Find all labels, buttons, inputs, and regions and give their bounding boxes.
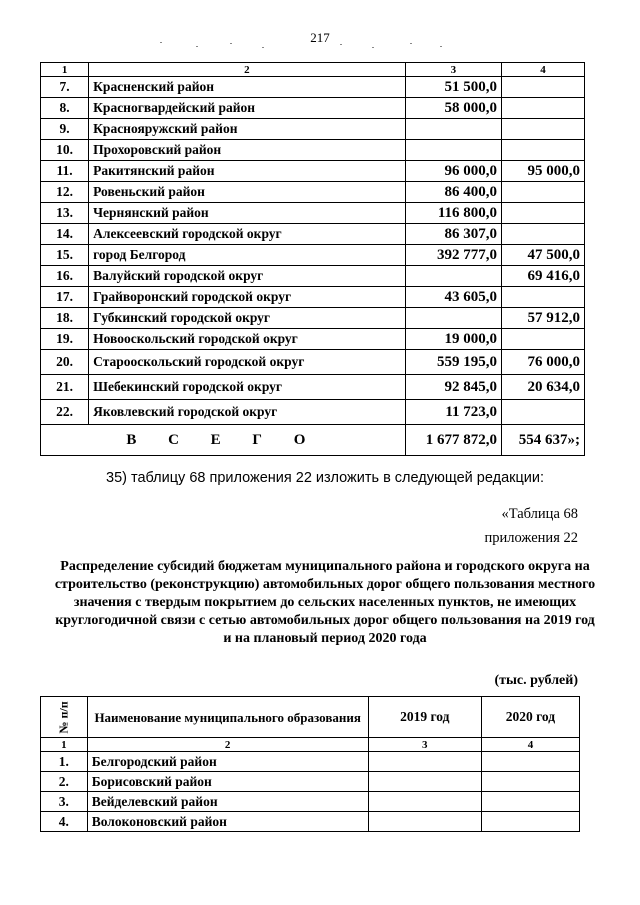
table-reference-line2: приложения 22 [484, 530, 578, 546]
amount-col3: 86 400,0 [405, 182, 501, 203]
amount-col4: 95 000,0 [502, 161, 585, 182]
header-2020: 2020 год [481, 697, 579, 738]
municipality-name: Ракитянский район [89, 161, 406, 182]
municipality-name: Краснояружский район [89, 119, 406, 140]
value-2019 [368, 772, 481, 792]
municipality-name: Вейделевский район [87, 792, 368, 812]
row-number: 9. [41, 119, 89, 140]
municipality-name: Губкинский городской округ [89, 308, 406, 329]
col-number: 1 [41, 63, 89, 77]
column-number-row [41, 738, 580, 752]
table-row [41, 266, 585, 287]
amount-col4: 20 634,0 [502, 375, 585, 400]
value-2020 [481, 772, 579, 792]
row-number: 20. [41, 350, 89, 375]
total-row [41, 425, 585, 456]
table-reference-line1: «Таблица 68 [501, 506, 578, 522]
amount-col3: 96 000,0 [405, 161, 501, 182]
municipality-name: Шебекинский городской округ [89, 375, 406, 400]
table-row [41, 182, 585, 203]
table-row [41, 752, 580, 772]
row-number: 19. [41, 329, 89, 350]
amount-col3 [405, 119, 501, 140]
row-number: 4. [41, 812, 88, 832]
value-2020 [481, 752, 579, 772]
header-num: № п/п [56, 701, 71, 734]
col-number: 2 [89, 63, 406, 77]
table-row [41, 772, 580, 792]
municipality-name: Новооскольский городской округ [89, 329, 406, 350]
table-row [41, 287, 585, 308]
table-row [41, 375, 585, 400]
value-2020 [481, 792, 579, 812]
municipality-name: Чернянский район [89, 203, 406, 224]
amount-col3: 116 800,0 [405, 203, 501, 224]
units-label: (тыс. рублей) [494, 673, 578, 688]
header-name: Наименование муниципального образования [87, 697, 368, 738]
value-2019 [368, 752, 481, 772]
col-number: 1 [41, 738, 88, 752]
amount-col3: 19 000,0 [405, 329, 501, 350]
row-number: 1. [41, 752, 88, 772]
row-number: 17. [41, 287, 89, 308]
row-number: 21. [41, 375, 89, 400]
table-row [41, 792, 580, 812]
amount-col4: 57 912,0 [502, 308, 585, 329]
row-number: 3. [41, 792, 88, 812]
row-number: 2. [41, 772, 88, 792]
header-2019: 2019 год [368, 697, 481, 738]
scan-specks [0, 38, 640, 54]
table-row [41, 224, 585, 245]
amount-col3: 559 195,0 [405, 350, 501, 375]
total-label: В С Е Г О [41, 425, 406, 456]
value-2020 [481, 812, 579, 832]
amount-col3: 86 307,0 [405, 224, 501, 245]
amount-col4 [502, 77, 585, 98]
col-number: 2 [87, 738, 368, 752]
col-number: 4 [502, 63, 585, 77]
amount-col3: 43 605,0 [405, 287, 501, 308]
amount-col4: 69 416,0 [502, 266, 585, 287]
amount-col4 [502, 140, 585, 161]
col-number: 3 [405, 63, 501, 77]
municipality-name: город Белгород [89, 245, 406, 266]
value-2019 [368, 792, 481, 812]
table-row [41, 308, 585, 329]
table-row [41, 77, 585, 98]
amount-col3: 58 000,0 [405, 98, 501, 119]
amount-col3 [405, 308, 501, 329]
table-row [41, 161, 585, 182]
table-68 [40, 696, 580, 832]
amount-col4: 47 500,0 [502, 245, 585, 266]
amount-col4 [502, 182, 585, 203]
table-row [41, 350, 585, 375]
municipality-name: Старооскольский городской округ [89, 350, 406, 375]
row-number: 18. [41, 308, 89, 329]
page-number: 217 [310, 30, 330, 45]
municipality-name: Валуйский городской округ [89, 266, 406, 287]
row-number: 16. [41, 266, 89, 287]
amount-col3 [405, 140, 501, 161]
amount-col4 [502, 287, 585, 308]
table-row [41, 245, 585, 266]
table-row [41, 140, 585, 161]
row-number: 8. [41, 98, 89, 119]
amendment-paragraph: 35) таблицу 68 приложения 22 изложить в следующей редакции: [106, 470, 545, 486]
row-number: 12. [41, 182, 89, 203]
table-heading: Распределение субсидий бюджетам муниципального района и городского округа на строительство (реконструкцию) автомобильных дорог общего пользования местного значения с твердым покрытием до сельских населенных пунктов, не имеющих круглогодичной связи с сетью автомобильных дорог общего пользования на 2019 год и на плановый период 2020 года [54, 559, 596, 646]
column-number-row [41, 63, 585, 77]
row-number: 13. [41, 203, 89, 224]
municipality-name: Борисовский район [87, 772, 368, 792]
municipality-name: Красненский район [89, 77, 406, 98]
amount-col3 [405, 266, 501, 287]
amount-col4 [502, 119, 585, 140]
amount-col3: 51 500,0 [405, 77, 501, 98]
allocation-table-continued [40, 62, 585, 456]
table-row [41, 400, 585, 425]
table-row [41, 98, 585, 119]
municipality-name: Прохоровский район [89, 140, 406, 161]
header-row [41, 697, 580, 738]
municipality-name: Белгородский район [87, 752, 368, 772]
amount-col4 [502, 98, 585, 119]
amount-col3: 92 845,0 [405, 375, 501, 400]
row-number: 11. [41, 161, 89, 182]
row-number: 10. [41, 140, 89, 161]
header-num-cell [41, 697, 88, 738]
amount-col4 [502, 203, 585, 224]
municipality-name: Яковлевский городской округ [89, 400, 406, 425]
municipality-name: Красногвардейский район [89, 98, 406, 119]
municipality-name: Грайворонский городской округ [89, 287, 406, 308]
table-row [41, 203, 585, 224]
amount-col3: 392 777,0 [405, 245, 501, 266]
total-col4: 554 637»; [502, 425, 585, 456]
total-col3: 1 677 872,0 [405, 425, 501, 456]
municipality-name: Волоконовский район [87, 812, 368, 832]
value-2019 [368, 812, 481, 832]
municipality-name: Ровеньский район [89, 182, 406, 203]
row-number: 7. [41, 77, 89, 98]
row-number: 15. [41, 245, 89, 266]
row-number: 14. [41, 224, 89, 245]
amount-col4 [502, 400, 585, 425]
amount-col4 [502, 224, 585, 245]
table-row [41, 812, 580, 832]
table-row [41, 119, 585, 140]
amount-col4: 76 000,0 [502, 350, 585, 375]
amount-col3: 11 723,0 [405, 400, 501, 425]
col-number: 3 [368, 738, 481, 752]
row-number: 22. [41, 400, 89, 425]
municipality-name: Алексеевский городской округ [89, 224, 406, 245]
amount-col4 [502, 329, 585, 350]
col-number: 4 [481, 738, 579, 752]
table-row [41, 329, 585, 350]
